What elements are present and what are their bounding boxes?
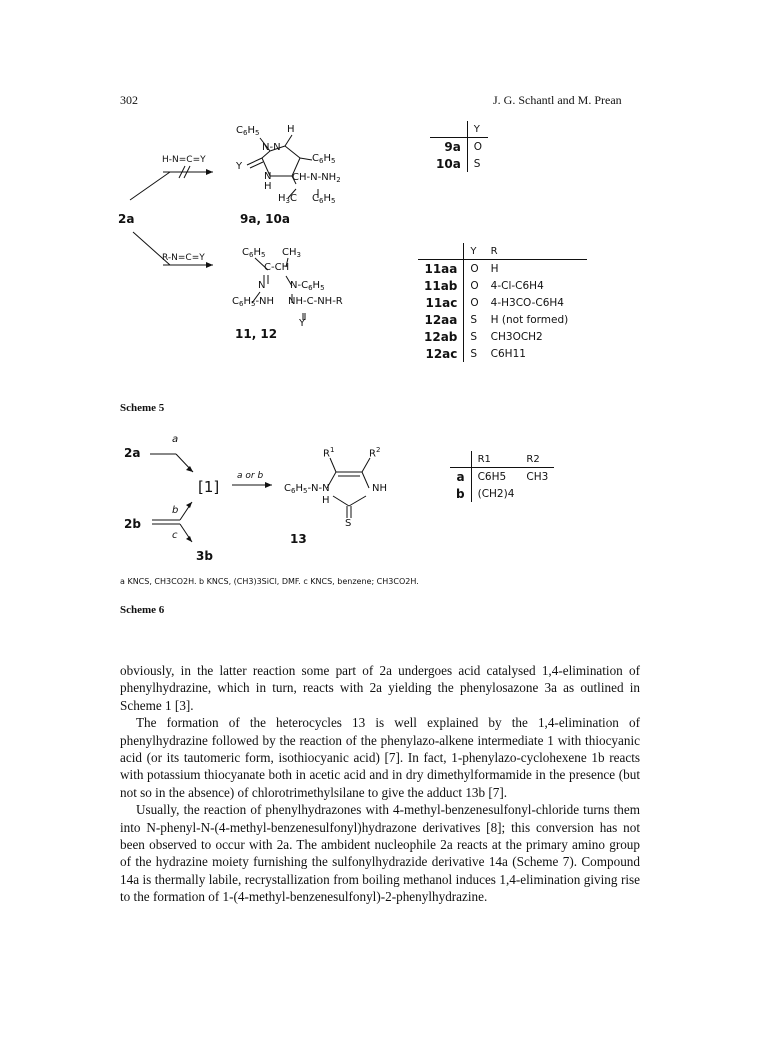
table-cell: CH3 (526, 470, 549, 483)
table-cell: 12ac (418, 345, 464, 362)
atom-label: N (258, 280, 266, 291)
table-cell: a (450, 468, 471, 486)
atom-label: $C_6H_5$ (242, 247, 266, 259)
atom-label: $CH-N-NH_2$ (292, 172, 341, 184)
product-lower-label: 11, 12 (235, 327, 278, 341)
table-row (450, 485, 554, 502)
arrow-condition-label: a or b (237, 471, 264, 481)
atom-label: $C_6H_5-NH$ (232, 296, 275, 308)
scheme5-drawing (0, 0, 757, 420)
table-cell: C6H11 (490, 347, 526, 360)
atom-label: Y (236, 161, 243, 172)
table-cell: 4-Cl-C6H4 (490, 279, 544, 292)
table-header: Y (467, 121, 488, 138)
atom-label: $C_6H_5-N-N$ (284, 483, 330, 495)
table-cell: O (470, 279, 479, 292)
running-head: J. G. Schantl and M. Prean (493, 93, 622, 107)
body-text (120, 662, 640, 906)
atom-label: $R^1$ (323, 446, 335, 460)
table-cell: b (450, 485, 471, 502)
table-cell: S (473, 157, 481, 170)
paragraph: The formation of the heterocycles 13 is well explained by the 1,4-elimination of phenylhydrazine followed by the reaction of the phenylazo-alkene intermediate 1 with thiocyanic acid (or its tautomeric form, isothiocyanic acid) [7]. In fact, 1-phenylazo-cyclohexene 1b reacts with potassium thiocyanate both in acetic acid and in dry dimethylformamide in the presence (but not so in the absence) of chlorotrimethylsilane to give the adduct 13b [7]. (120, 715, 640, 800)
scheme5-caption: Scheme 5 (120, 402, 165, 414)
page-number: 302 (120, 93, 138, 107)
atom-label: H (322, 495, 330, 506)
table-cell: 11aa (418, 260, 464, 278)
atom-label: S (345, 518, 352, 529)
atom-label: $H_3C$ (278, 193, 297, 205)
table-cell: H (not formed) (490, 313, 569, 326)
table-cell: 4-H3CO-C6H4 (490, 296, 564, 309)
compound-2a-label: 2a (118, 212, 135, 226)
atom-label: $C_6H_5$ (312, 193, 336, 205)
scheme6-caption: Scheme 6 (120, 604, 165, 616)
table-cell: 10a (430, 155, 467, 172)
table-cell: 12ab (418, 328, 464, 345)
table-row (418, 294, 587, 311)
arrow-a-label: a (172, 434, 179, 445)
table-header (418, 243, 464, 260)
table-header: Y (464, 243, 485, 260)
table-cell: O (473, 140, 483, 153)
reagent-upper: H-N=C=Y (162, 155, 206, 165)
compound-2a-label: 2a (124, 446, 141, 460)
atom-label: $C_6H_5$ (312, 153, 336, 165)
reagent-lower: R-N=C=Y (162, 253, 205, 263)
table-row (418, 277, 587, 294)
table-row (418, 328, 587, 345)
atom-label: H (264, 181, 272, 192)
table-header: R1 (471, 451, 520, 468)
table-cell (520, 485, 554, 502)
table-row (430, 138, 488, 156)
table-cell: S (470, 347, 478, 360)
table-cell: 11ac (418, 294, 464, 311)
table-row (418, 260, 587, 278)
product-upper-label: 9a, 10a (240, 212, 290, 226)
atom-label: C-CH (264, 262, 290, 273)
table-row (450, 468, 554, 486)
table-cell: H (490, 262, 499, 275)
table-cell: 12aa (418, 311, 464, 328)
table-header (450, 451, 471, 468)
scheme6-footnote: a KNCS, CH3CO2H. b KNCS, (CH3)3SiCl, DMF. c KNCS, benzene; CH3CO2H. (120, 577, 419, 586)
table-header: R (485, 243, 587, 260)
table-cell: O (470, 262, 479, 275)
product-13-label: 13 (290, 532, 307, 546)
scheme5-table-upper (430, 121, 488, 172)
table-row (430, 155, 488, 172)
table-cell: C6H5 (477, 470, 507, 483)
arrow-b-label: b (172, 505, 179, 516)
table-row (418, 345, 587, 362)
table-header: R2 (520, 451, 554, 468)
atom-label: N (264, 171, 272, 182)
atom-label: Y (299, 318, 306, 329)
arrow-c-label: c (172, 530, 178, 541)
table-cell: S (470, 313, 478, 326)
atom-label: $C_6H_5$ (236, 125, 260, 137)
atom-label: N-N (262, 142, 281, 153)
scheme5-table-lower (418, 243, 587, 362)
table-cell: 9a (430, 138, 467, 156)
atom-label: H (287, 124, 295, 135)
scheme6-table (450, 451, 554, 502)
table-cell: 11ab (418, 277, 464, 294)
paragraph: obviously, in the latter reaction some part of 2a undergoes acid catalysed 1,4-elimination of phenylhydrazine, which in turn, reacts with 2a yielding the phenylosazone 3a as outlined in Scheme 1 [3]. (120, 663, 640, 713)
intermediate-1: [1] (198, 478, 220, 496)
scheme6-drawing (0, 420, 757, 580)
table-cell: O (470, 296, 479, 309)
atom-label: $N-C_6H_5$ (290, 280, 325, 292)
compound-3b-label: 3b (196, 549, 213, 563)
table-cell: (CH2)4 (477, 487, 515, 500)
paragraph: Usually, the reaction of phenylhydrazones with 4-methyl-benzenesulfonyl-chloride turns them into N-phenyl-N-(4-methyl-benzenesulfonyl)hydrazone derivatives [8]; this conversion has not been observed to occur with 2a. The ambident nucleophile 2a reacts at the primary amino group of the hydrazine moiety furnishing the sulfonylhydrazide derivative 14a (Scheme 7). Compound 14a is thermally labile, recrystallization from boiling methanol induces 1,4-elimination giving rise to the formation of 1-(4-methyl-benzenesulfonyl)-2-phenylhydrazine. (120, 802, 640, 905)
atom-label: $R^2$ (369, 446, 381, 460)
atom-label: NH-C-NH-R (288, 296, 343, 307)
compound-2b-label: 2b (124, 517, 141, 531)
table-row (418, 311, 587, 328)
table-cell: S (470, 330, 478, 343)
atom-label: $CH_3$ (282, 247, 301, 259)
table-cell: CH3OCH2 (490, 330, 543, 343)
table-header (430, 121, 467, 138)
atom-label: NH (372, 483, 387, 494)
